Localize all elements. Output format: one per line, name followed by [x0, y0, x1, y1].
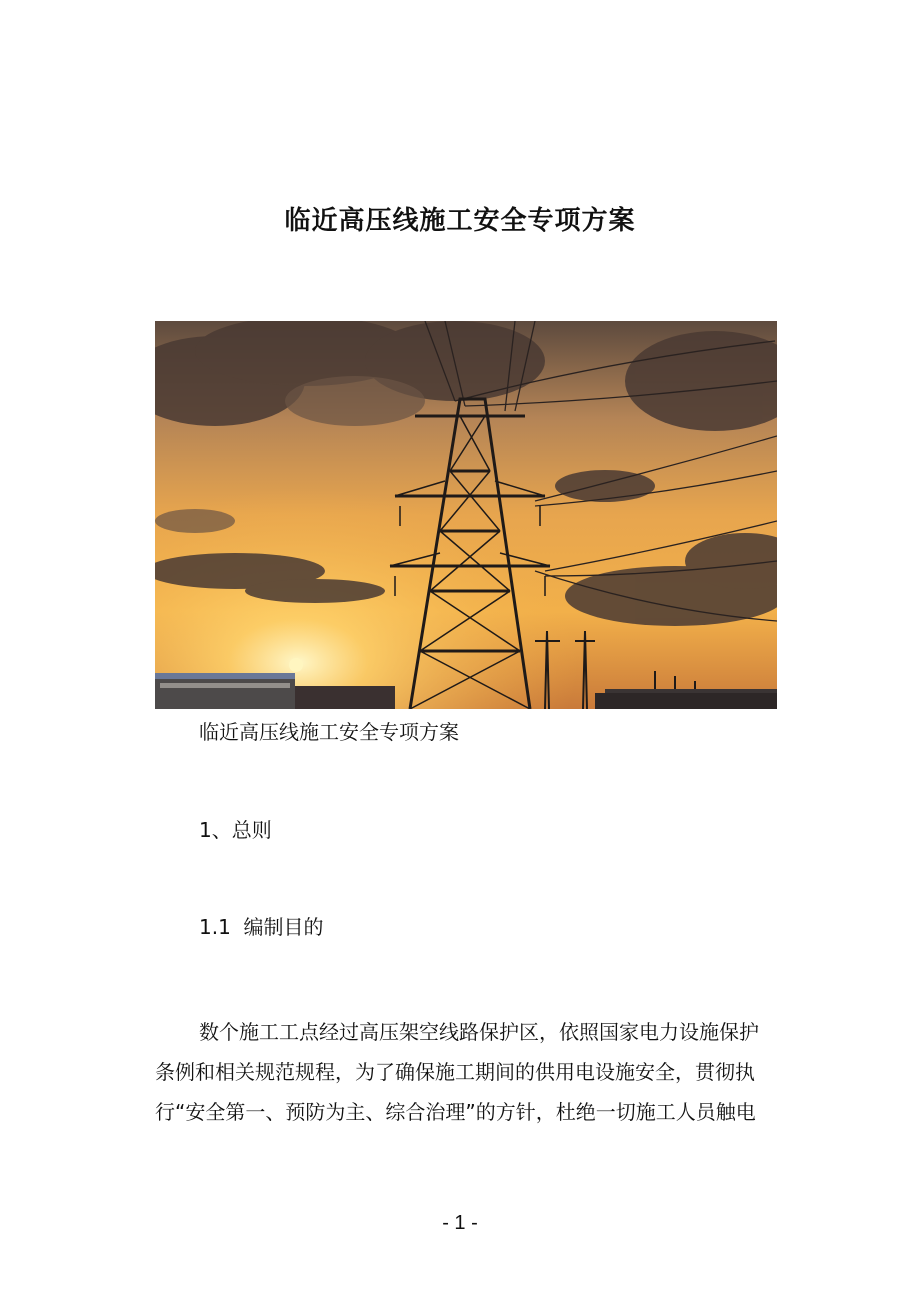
paragraph-line: 行“安全第一、预防为主、综合治理”的方针，杜绝一切施工人员触电 — [155, 1100, 756, 1124]
body-paragraph — [155, 1012, 805, 1132]
document-title: 临近高压线施工安全专项方案 — [284, 206, 636, 236]
figure-caption: 临近高压线施工安全专项方案 — [199, 720, 459, 744]
paragraph-line: 条例和相关规范规程，为了确保施工期间的供用电设施安全，贯彻执 — [155, 1060, 755, 1084]
page-number: - 1 - — [442, 1212, 478, 1234]
power-tower-photo — [155, 321, 777, 709]
section-heading: 1、总则 — [199, 818, 272, 842]
subsection-heading: 1.1 编制目的 — [199, 915, 324, 939]
paragraph-line: 数个施工工点经过高压架空线路保护区，依照国家电力设施保护 — [199, 1020, 759, 1044]
